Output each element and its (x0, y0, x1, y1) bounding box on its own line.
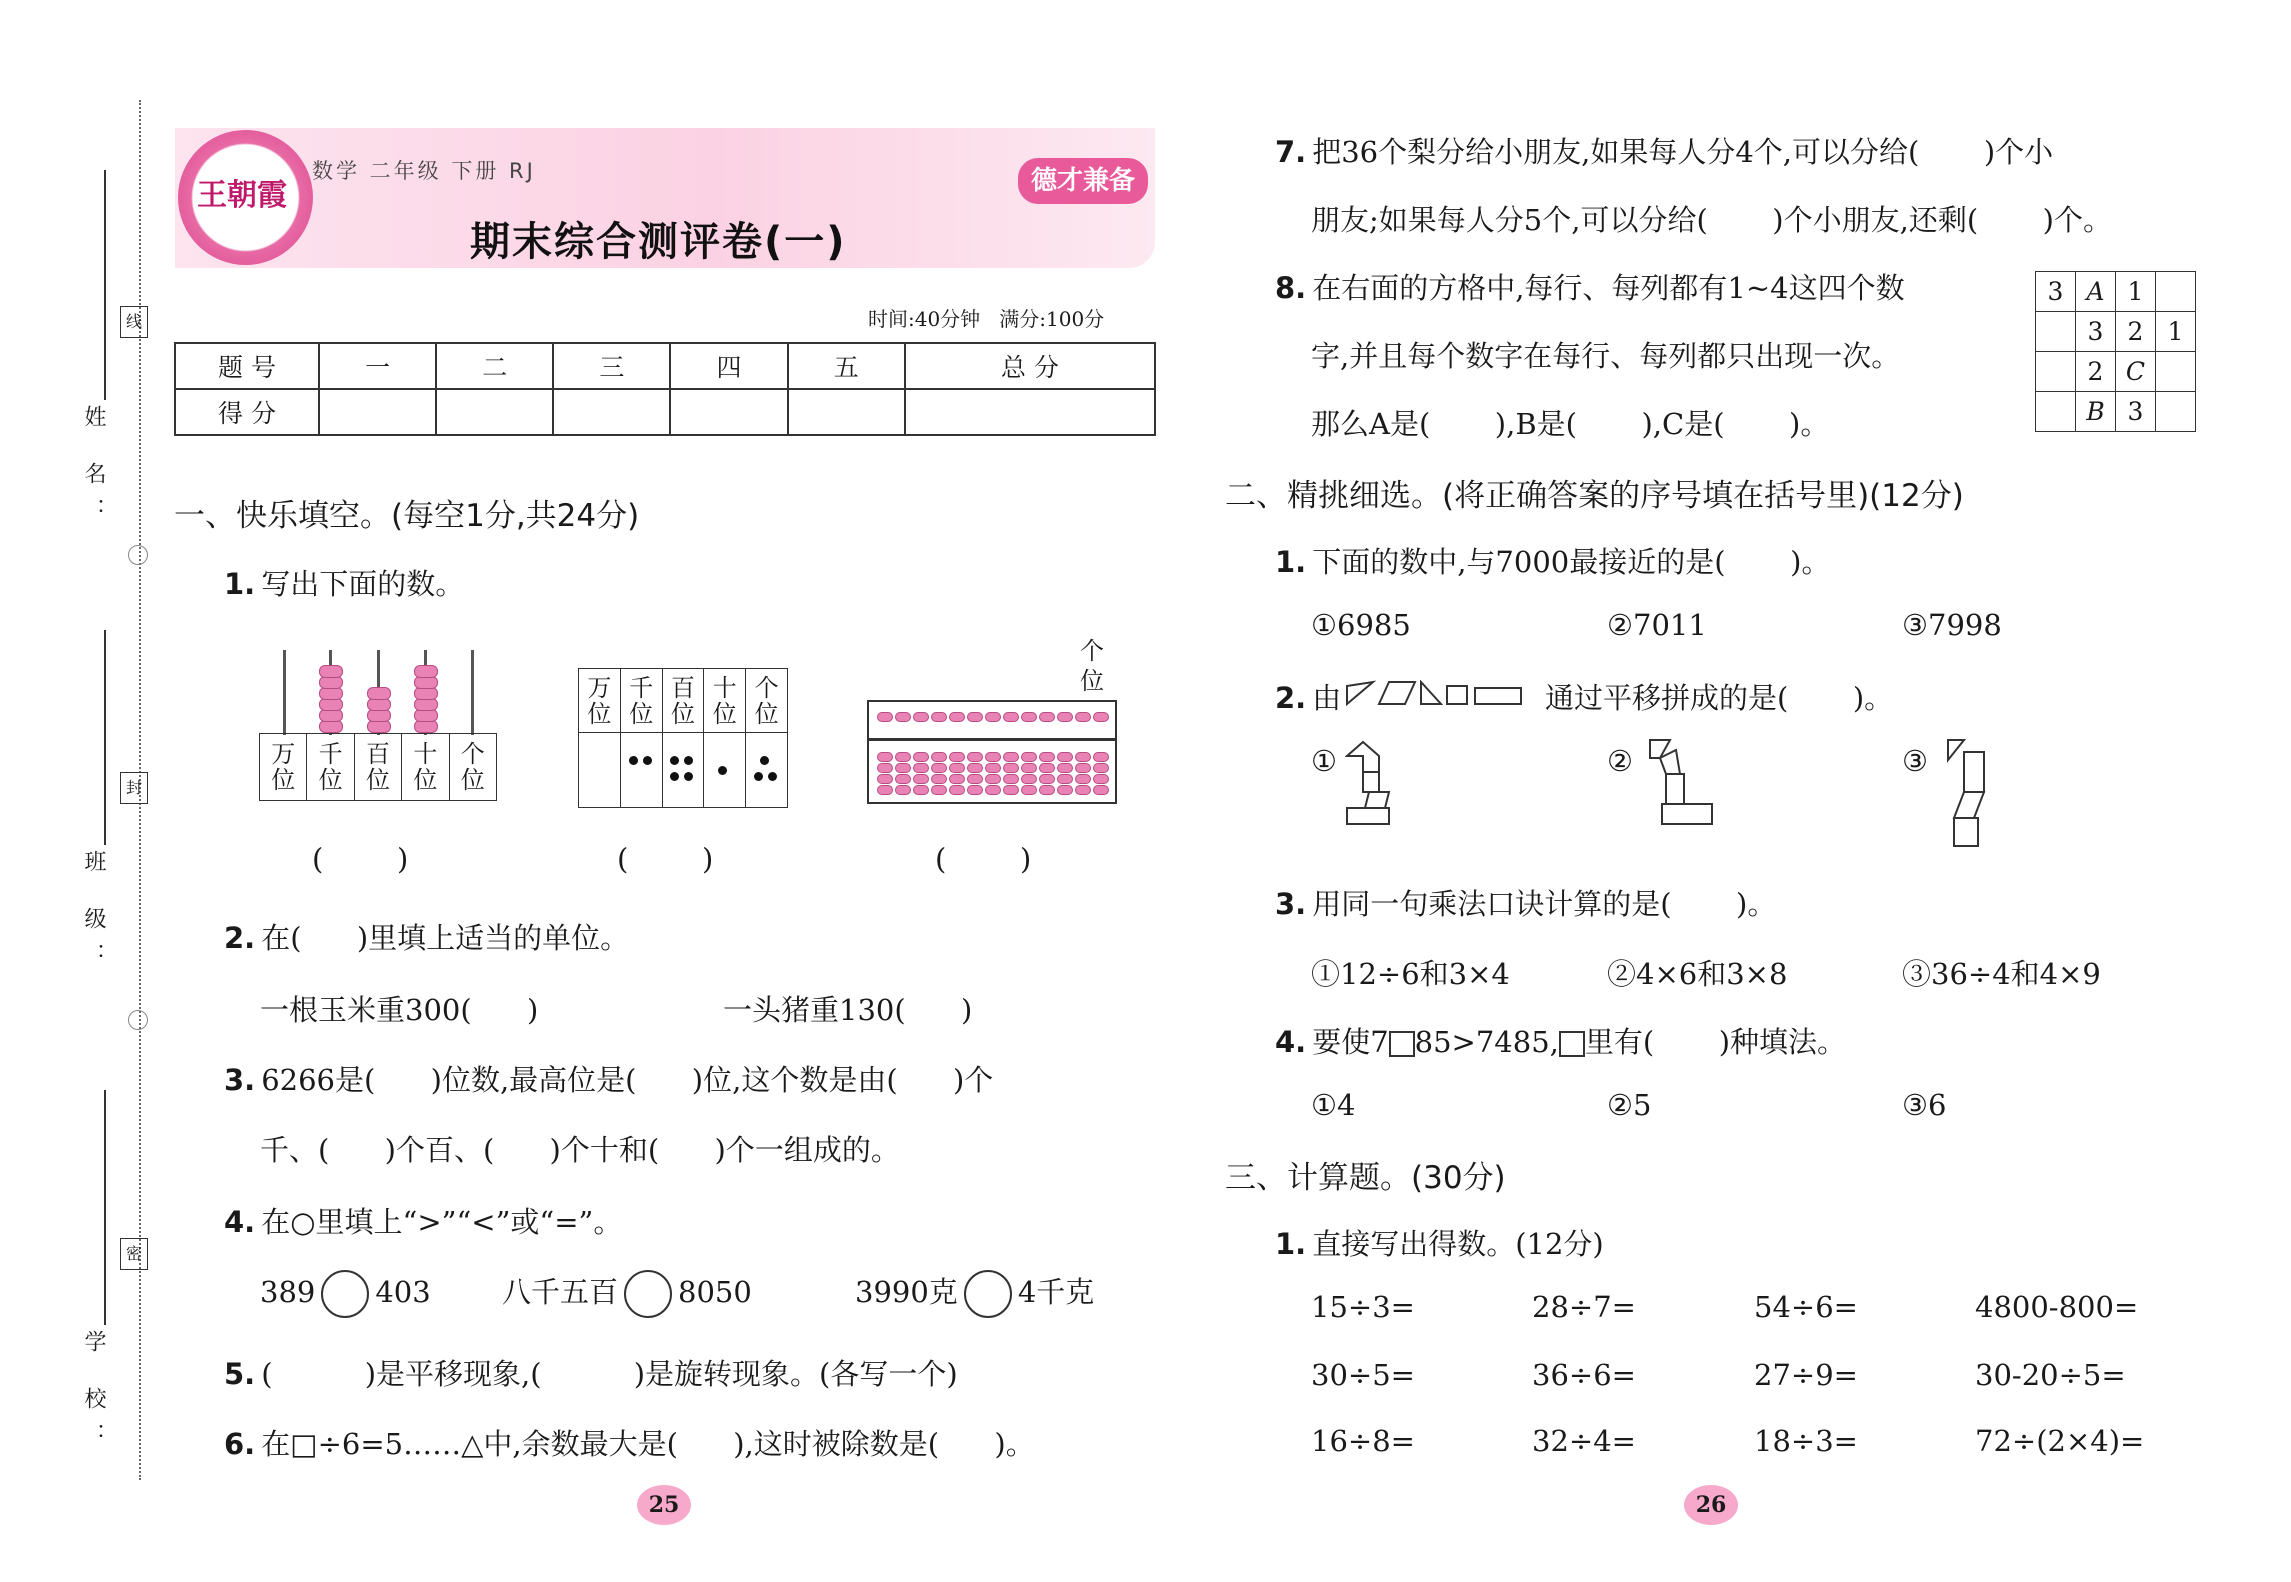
suanpan-bead (877, 752, 893, 762)
suanpan-bead (913, 763, 929, 773)
suanpan-bead (895, 712, 911, 722)
place-label: 百 位 (662, 669, 704, 733)
dot-place-grid (578, 668, 788, 808)
place-label: 千 位 (620, 669, 662, 733)
abacus-label-grid (259, 733, 497, 801)
s2q1 (1275, 540, 1830, 581)
calc-item[interactable]: 54÷6= (1754, 1290, 1858, 1324)
s2q1-option-2[interactable]: ②7011 (1607, 608, 1707, 642)
box-feng: 封 (120, 772, 148, 804)
suanpan-bead (1075, 752, 1091, 762)
suanpan-bead (1021, 774, 1037, 784)
score-table (174, 342, 1156, 436)
q3-line2: 千、( )个百、( )个十和( )个一组成的。 (260, 1133, 900, 1167)
suanpan-bead (877, 712, 893, 722)
q2-text: 在( )里填上适当的单位。 (261, 921, 630, 955)
abacus-bead (319, 665, 343, 678)
suanpan-bead (1039, 785, 1055, 795)
score-head-cell: 五 (788, 343, 905, 389)
s2q2-text-b: 通过平移拼成的是( )。 (1545, 681, 1894, 715)
suanpan-bead (1093, 712, 1109, 722)
place-label: 百 位 (354, 734, 401, 801)
place-label: 十 位 (402, 734, 449, 801)
calc-item[interactable]: 4800-800= (1975, 1290, 2139, 1324)
suanpan-bead (1039, 752, 1055, 762)
suanpan-bead (931, 785, 947, 795)
q7-line2: 朋友;如果每人分5个,可以分给( )个小朋友,还剩( )个。 (1311, 203, 2112, 237)
suanpan-bead (1039, 763, 1055, 773)
q8-line2: 字,并且每个数字在每行、每列都只出现一次。 (1311, 339, 1901, 373)
suanpan-bead (1057, 763, 1073, 773)
suanpan-bead (985, 712, 1001, 722)
compare-circle[interactable] (321, 1270, 369, 1318)
suanpan-bead (985, 774, 1001, 784)
suanpan (867, 700, 1117, 804)
shape-pieces-icon (1345, 680, 1525, 706)
q2-b[interactable]: 一头猪重130( ) (723, 993, 973, 1027)
book-meta: 数学 二年级 下册 RJ (312, 159, 536, 183)
suanpan-bead (949, 774, 965, 784)
score-label-cell: 得 分 (175, 389, 319, 435)
s2q2-option-3[interactable]: ③ (1902, 744, 1928, 778)
dot (760, 756, 769, 765)
score-input-cell[interactable] (788, 389, 905, 435)
badge: 德才兼备 (1018, 158, 1148, 204)
q3-line1 (224, 1058, 993, 1099)
q1-blank-c[interactable]: ( ) (935, 842, 1032, 876)
s2q2-option-1[interactable]: ① (1311, 744, 1337, 778)
dot (670, 772, 679, 781)
score-head-cell: 题 号 (175, 343, 319, 389)
suanpan-bead (1057, 774, 1073, 784)
s2q3 (1275, 882, 1776, 923)
suanpan-bead (895, 785, 911, 795)
calc-item[interactable]: 16÷8= (1311, 1424, 1415, 1458)
score-input-cell[interactable] (319, 389, 436, 435)
suanpan-bead (1039, 712, 1055, 722)
s3q1-num: 1. (1275, 1227, 1307, 1261)
dot (629, 756, 638, 765)
option-2-figure (1640, 738, 1720, 830)
blank-square (1389, 1031, 1415, 1057)
sudoku-grid: 3 A 1 3 2 1 2 C B 3 (2035, 271, 2196, 432)
suanpan-bead (1003, 752, 1019, 762)
suanpan-bead (1021, 712, 1037, 722)
suanpan-bead (895, 752, 911, 762)
suanpan-bead (967, 752, 983, 762)
suanpan-label: 个 位 (1080, 637, 1104, 695)
s2q1-text: 下面的数中,与7000最接近的是( )。 (1312, 545, 1831, 579)
calc-item[interactable]: 15÷3= (1311, 1290, 1415, 1324)
suanpan-bead (1093, 763, 1109, 773)
score-input-cell[interactable] (436, 389, 553, 435)
suanpan-bead (931, 712, 947, 722)
box-mi: 密 (120, 1238, 148, 1270)
q8-line1 (1275, 266, 1905, 307)
suanpan-bead (967, 712, 983, 722)
place-label: 个 位 (449, 734, 496, 801)
page-number-left: 25 (637, 1485, 691, 1525)
q2-num: 2. (224, 921, 256, 955)
suanpan-bead (1057, 785, 1073, 795)
compare-circle[interactable] (964, 1270, 1012, 1318)
s2q4: 4. 要使7 85>7485, 里有( )种填法。 (1275, 1025, 1847, 1059)
suanpan-bead (949, 763, 965, 773)
place-label: 个 位 (746, 669, 788, 733)
q5-num: 5. (224, 1357, 256, 1391)
option-1-figure (1345, 740, 1405, 830)
q2 (224, 916, 629, 957)
suanpan-bead (1075, 763, 1091, 773)
suanpan-bead (1075, 785, 1091, 795)
s2q1-option-1[interactable]: ①6985 (1311, 608, 1411, 642)
suanpan-bead (895, 763, 911, 773)
time-info: 时间:40分钟 满分:100分 (868, 307, 1105, 331)
q4-compare-2: 八千五百 8050 (502, 1270, 752, 1318)
abacus-rod (283, 650, 286, 735)
suanpan-bead (1075, 774, 1091, 784)
s2q3-num: 3. (1275, 887, 1307, 921)
q1-text: 写出下面的数。 (261, 567, 465, 601)
q1-num: 1. (224, 567, 256, 601)
suanpan-bead (1093, 774, 1109, 784)
q4-num: 4. (224, 1205, 256, 1239)
calc-item[interactable]: 30-20÷5= (1975, 1358, 2126, 1392)
abacus-rod (471, 650, 474, 735)
s2q2-option-2[interactable]: ② (1607, 744, 1633, 778)
q4-text: 在○里填上“>”“<”或“=”。 (261, 1205, 623, 1239)
abacus-bead (367, 687, 391, 700)
place-label: 万 位 (260, 734, 307, 801)
suanpan-bead (949, 785, 965, 795)
q7-text: 把36个梨分给小朋友,如果每人分4个,可以分给( )个小 (1312, 135, 2054, 169)
school-label: 学 校： (81, 1330, 106, 1459)
compare-circle[interactable] (624, 1270, 672, 1318)
suanpan-bead (1021, 785, 1037, 795)
score-head-cell: 总 分 (905, 343, 1155, 389)
q4 (224, 1200, 622, 1241)
suanpan-bead (967, 785, 983, 795)
school-fill-line (104, 1090, 106, 1325)
suanpan-bead (913, 785, 929, 795)
q1 (224, 562, 464, 603)
suanpan-bead (1093, 752, 1109, 762)
q6-text: 在□÷6=5……△中,余数最大是( ),这时被除数是( )。 (261, 1427, 1035, 1461)
q8-num: 8. (1275, 271, 1307, 305)
suanpan-bead (1057, 712, 1073, 722)
suanpan-bead (913, 752, 929, 762)
q5 (224, 1352, 958, 1393)
s2q3-option-3[interactable]: ③36÷4和4×9 (1902, 957, 2101, 991)
name-label: 姓 名： (81, 405, 106, 534)
suanpan-bead (1021, 752, 1037, 762)
suanpan-bead (985, 752, 1001, 762)
calc-item[interactable]: 32÷4= (1532, 1424, 1636, 1458)
dot (684, 772, 693, 781)
suanpan-bead (931, 774, 947, 784)
calc-item[interactable]: 30÷5= (1311, 1358, 1415, 1392)
suanpan-bead (913, 712, 929, 722)
score-head-cell: 一 (319, 343, 436, 389)
s2q3-text: 用同一句乘法口诀计算的是( )。 (1312, 887, 1777, 921)
s2q4-option-2[interactable]: ②5 (1607, 1088, 1652, 1122)
calc-item[interactable]: 27÷9= (1754, 1358, 1858, 1392)
logo-text: 王朝霞 (197, 178, 287, 213)
blank-square (1559, 1031, 1585, 1057)
s2q2 (1275, 676, 1341, 717)
suanpan-bead (895, 774, 911, 784)
score-input-cell[interactable] (905, 389, 1155, 435)
suanpan-bead (913, 774, 929, 784)
suanpan-bead (877, 774, 893, 784)
s2q4-option-1[interactable]: ①4 (1311, 1088, 1356, 1122)
q4-compare-3: 3990克 4千克 (855, 1270, 1094, 1318)
calc-item[interactable]: 18÷3= (1754, 1424, 1858, 1458)
suanpan-bead (967, 763, 983, 773)
dot (670, 756, 679, 765)
score-head-cell: 三 (553, 343, 670, 389)
s2q2-num: 2. (1275, 681, 1307, 715)
s2q4-num: 4. (1275, 1025, 1307, 1059)
page-title: 期末综合测评卷(一) (470, 219, 847, 265)
suanpan-bead (931, 763, 947, 773)
s2q3-option-2[interactable]: ②4×6和3×8 (1607, 957, 1788, 991)
calc-item[interactable]: 72÷(2×4)= (1975, 1424, 2145, 1458)
s2q1-option-3[interactable]: ③7998 (1902, 608, 2002, 642)
suanpan-bead (1003, 774, 1019, 784)
score-head-cell: 二 (436, 343, 553, 389)
q1-blank-a[interactable]: ( ) (312, 842, 409, 876)
q3-num: 3. (224, 1063, 256, 1097)
place-label: 十 位 (704, 669, 746, 733)
class-label: 班 级： (81, 850, 106, 979)
suanpan-bead (931, 752, 947, 762)
suanpan-bead (877, 763, 893, 773)
suanpan-bead (949, 752, 965, 762)
s2q1-num: 1. (1275, 545, 1307, 579)
score-head-cell: 四 (670, 343, 787, 389)
suanpan-bead (1075, 712, 1091, 722)
q5-text: ( )是平移现象,( )是旋转现象。(各写一个) (261, 1357, 958, 1391)
abacus-bead (414, 665, 438, 678)
dot (718, 766, 727, 775)
score-input-cell[interactable] (670, 389, 787, 435)
place-label: 千 位 (307, 734, 354, 801)
dot (684, 756, 693, 765)
calc-item[interactable]: 36÷6= (1532, 1358, 1636, 1392)
suanpan-bead (1039, 774, 1055, 784)
score-input-cell[interactable] (553, 389, 670, 435)
s2q3-option-1[interactable]: ①12÷6和3×4 (1311, 957, 1510, 991)
suanpan-bead (985, 785, 1001, 795)
dot (754, 772, 763, 781)
s2q2-text-a: 由 (1312, 681, 1342, 715)
suanpan-bead (1093, 785, 1109, 795)
page-number-right: 26 (1684, 1485, 1738, 1525)
q8-text: 在右面的方格中,每行、每列都有1~4这四个数 (1312, 271, 1905, 305)
q6 (224, 1422, 1035, 1463)
dot (643, 756, 652, 765)
binding-hole (128, 1010, 148, 1030)
q7-num: 7. (1275, 135, 1307, 169)
dot (768, 772, 777, 781)
place-label: 万 位 (579, 669, 621, 733)
suanpan-bead (1003, 785, 1019, 795)
name-fill-line (104, 170, 106, 400)
q3-text: 6266是( )位数,最高位是( )位,这个数是由( )个 (261, 1063, 994, 1097)
q7-line1 (1275, 130, 2053, 171)
suanpan-bead (1021, 763, 1037, 773)
suanpan-bead (877, 785, 893, 795)
s2q4-option-3[interactable]: ③6 (1902, 1088, 1947, 1122)
s3q1-text: 直接写出得数。(12分) (1312, 1227, 1604, 1261)
suanpan-bead (1003, 763, 1019, 773)
class-fill-line (104, 630, 106, 845)
box-xian: 线 (120, 306, 148, 338)
suanpan-bead (985, 763, 1001, 773)
suanpan-bead (1003, 712, 1019, 722)
q4-compare-1: 389 403 (260, 1270, 431, 1318)
suanpan-bead (1057, 752, 1073, 762)
calc-item[interactable]: 28÷7= (1532, 1290, 1636, 1324)
q2-a[interactable]: 一根玉米重300( ) (260, 993, 539, 1027)
binding-hole (128, 545, 148, 565)
q1-blank-b[interactable]: ( ) (617, 842, 714, 876)
q8-line3: 那么A是( ),B是( ),C是( )。 (1311, 407, 1830, 441)
section-3-title: 三、计算题。(30分) (1225, 1160, 1506, 1196)
q6-num: 6. (224, 1427, 256, 1461)
suanpan-bead (949, 712, 965, 722)
section-2-title: 二、精挑细选。(将正确答案的序号填在括号里)(12分) (1225, 478, 1964, 514)
section-1-title: 一、快乐填空。(每空1分,共24分) (174, 498, 640, 534)
option-3-figure (1944, 738, 1994, 850)
s3q1 (1275, 1222, 1604, 1263)
suanpan-bead (967, 774, 983, 784)
